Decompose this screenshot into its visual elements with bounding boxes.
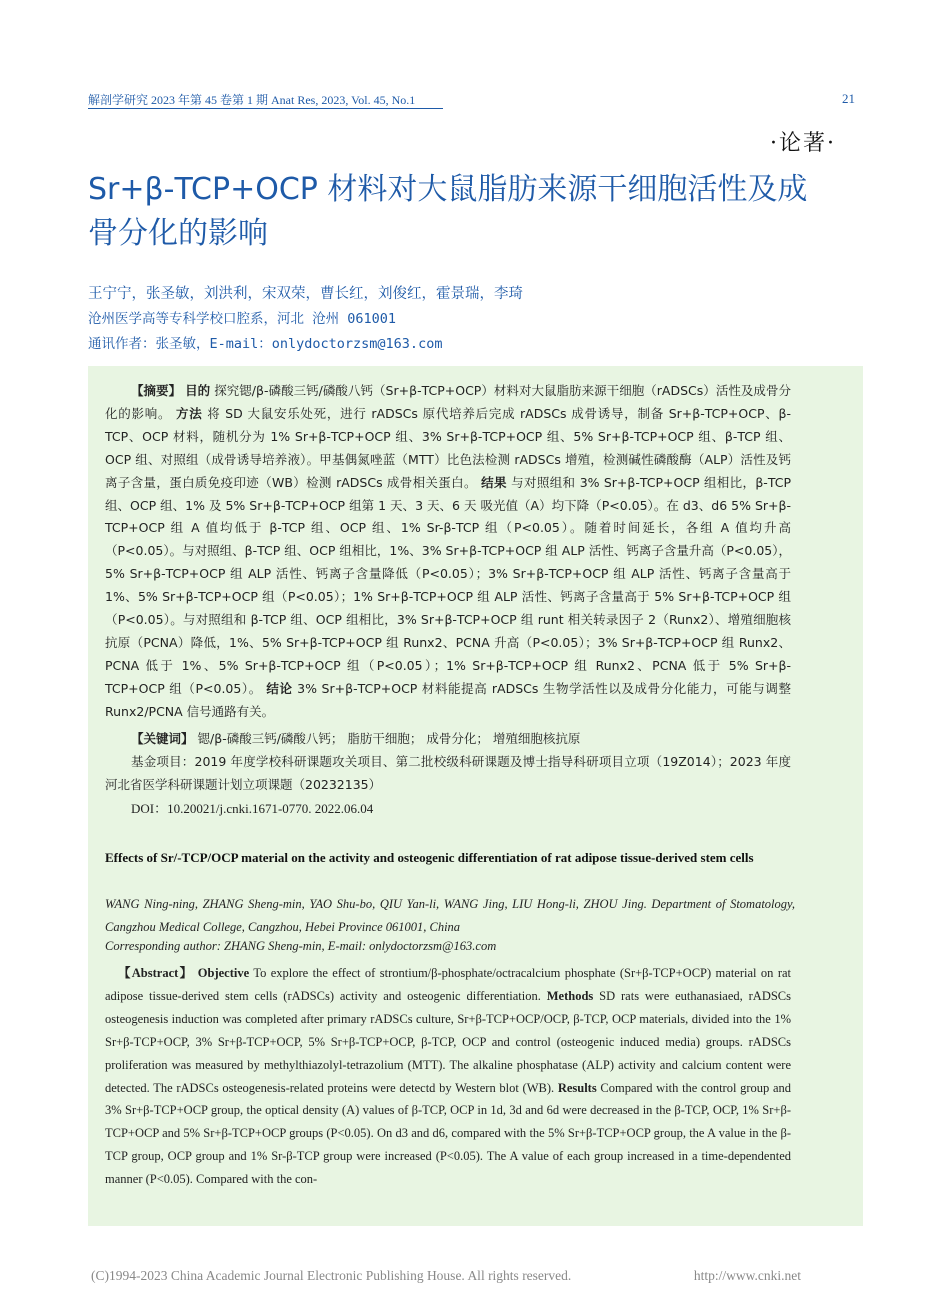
en-corresponding-author: Corresponding author: ZHANG Sheng-min, E-mail: onlydoctorzsm@163.com (105, 939, 497, 953)
page-number: 21 (842, 91, 855, 106)
en-title: Effects of Sr/-TCP/OCP material on the activity and osteogenic differentiation of rat adipose tissue-derived stem cells (105, 850, 754, 865)
en-abstract (105, 962, 791, 1191)
en-methods-text: SD rats were euthanasiaed, rADSCs osteogenesis induction was completed after primary rADSCs culture, Sr+β-TCP+OCP/OCP, β-TCP, OCP materials, divided into the 1% Sr+β-TCP+OCP, 3% Sr+β-TCP+OCP, 5% Sr+β-TCP+OCP, β-TCP, OCP and control (osteogenic induced media) groups. rADSCs proliferation was measured by methylthiazolyl-tetrazolium (MTT). The alkaline phosphatase (ALP) activity and calcium content were detected. The rADSCs osteogenesis-related proteins were detectd by Western blot (WB). (105, 988, 792, 1095)
doi: DOI：10.20021/j.cnki.1671-0770. 2022.06.04 (131, 801, 374, 816)
en-abstract-label: 【Abstract】 (118, 966, 194, 980)
cn-keywords (131, 728, 791, 751)
corresponding-author: 通讯作者：张圣敏，E-mail：onlydoctorzsm@163.com (88, 336, 443, 352)
cn-abstract (105, 380, 791, 724)
en-objective-text: To explore the effect of strontium/β-phosphate/octracalcium phosphate (Sr+β-TCP+OCP) material on rat adipose tissue-derived stem cells (rADSCs) activity and osteogenic differentiation. (105, 966, 791, 1003)
en-authors-affiliation: WANG Ning-ning, ZHANG Sheng-min, YAO Shu-bo, QIU Yan-li, WANG Jing, LIU Hong-li, ZHOU Jing. Department of Stomatology, Cangzhou Medical College, Cangzhou, Hebei Province 061001, China (105, 897, 795, 934)
cn-keywords-text: 锶/β-磷酸三钙/磷酸八钙； 脂肪干细胞； 成骨分化； 增殖细胞核抗原 (197, 731, 581, 746)
header-rule (88, 108, 443, 109)
cn-methods-text: 将 SD 大鼠安乐处死，进行 rADSCs 原代培养后完成 rADSCs 成骨诱导，制备 Sr+β-TCP+OCP、β-TCP、OCP 材料，随机分为 1% Sr+β-TCP+OCP 组、3% Sr+β-TCP+OCP 组、5% Sr+β-TCP+OCP 组、β-TCP 组、OCP 组、对照组（成骨诱导培养液）。甲基偶氮唑蓝（MTT）比色法检测 rADSCs 增殖，检测碱性磷酸酶（ALP）活性及钙离子含量，蛋白质免疫印迹（WB）检测 rADSCs 成骨相关蛋白。 (105, 405, 791, 490)
section-tag: ·论著· (770, 131, 836, 156)
authors: 王宁宁，张圣敏，刘洪利，宋双荣，曹长红，刘俊红，霍景瑞，李琦 (88, 286, 523, 302)
en-objective-label: Objective (197, 966, 250, 980)
en-methods-label: Methods (546, 988, 594, 1003)
copyright-text: (C)1994-2023 China Academic Journal Electronic Publishing House. All rights reserved. (91, 1268, 572, 1283)
fund-info (105, 751, 791, 797)
cn-conclusion-label: 结论 (266, 680, 293, 696)
en-results-text: Compared with the control group and 3% Sr+β-TCP+OCP group, the optical density (A) values of β-TCP, OCP in 1d, 3d and 6d were decreased in the β-TCP, OCP, 1% Sr+β-TCP+OCP and 5% Sr+β-TCP+OCP groups (P<0.05). On d3 and d6, compared with the 5% Sr+β-TCP+OCP group, the A value in the β-TCP group, OCP group and 1% Sr-β-TCP group were increased (P<0.05). The A value of each group increased in a time-dependented manner (P<0.05). Compared with the con- (105, 1080, 792, 1187)
cn-abstract-label: 【摘要】 (131, 383, 182, 398)
cn-results-text: 与对照组和 3% Sr+β-TCP+OCP 组相比，β-TCP 组、OCP 组、1% 及 5% Sr+β-TCP+OCP 组第 1 天、3 天、6 天 吸光值（A）均下降（P<0.05）。在 d3、d6 5% Sr+β-TCP+OCP 组 A 值均低于 β-TCP 组、OCP 组、1% Sr-β-TCP 组（P<0.05）。随着时间延长，各组 A 值均升高（P<0.05）。与对照组、β-TCP 组、OCP 组相比，1%、3% Sr+β-TCP+OCP 组 ALP 活性、钙离子含量升高（P<0.05），5% Sr+β-TCP+OCP 组 ALP 活性、钙离子含量降低（P<0.05）；3% Sr+β-TCP+OCP 组 ALP 活性、钙离子含量高于 1%、5% Sr+β-TCP+OCP 组（P<0.05）；1% Sr+β-TCP+OCP 组 ALP 活性、钙离子含量高于 5% Sr+β-TCP+OCP 组（P<0.05）。与对照组和 β-TCP 组、OCP 组相比，3% Sr+β-TCP+OCP 组 runt 相关转录因子 2（Runx2）、增殖细胞核抗原（PCNA）降低，1%、5% Sr+β-TCP+OCP 组 Runx2、PCNA 升高（P<0.05）；3% Sr+β-TCP+OCP 组 Runx2、PCNA 低于 1%、5% Sr+β-TCP+OCP 组（P<0.05）；1% Sr+β-TCP+OCP 组 Runx2、PCNA 低于 5% Sr+β-TCP+OCP 组（P<0.05）。 (105, 474, 791, 696)
cn-objective-text: 探究锶/β-磷酸三钙/磷酸八钙（Sr+β-TCP+OCP）材料对大鼠脂肪来源干细胞（rADSCs）活性及成骨分化的影响。 (105, 383, 791, 421)
article-title: Sr+β-TCP+OCP 材料对大鼠脂肪来源干细胞活性及成骨分化的影响 (88, 172, 808, 251)
affiliation: 沧州医学高等专科学校口腔系，河北 沧州 061001 (88, 311, 397, 327)
cn-conclusion-text: 3% Sr+β-TCP+OCP 材料能提高 rADSCs 生物学活性以及成骨分化能力，可能与调整 Runx2/PCNA 信号通路有关。 (105, 680, 791, 719)
cn-keywords-label: 【关键词】 (131, 731, 194, 746)
cn-objective-label: 目的 (185, 383, 211, 398)
journal-header: 解剖学研究 2023 年第 45 卷第 1 期 Anat Res, 2023, Vol. 45, No.1 (88, 93, 416, 107)
en-results-label: Results (557, 1080, 597, 1095)
footer-url[interactable]: http://www.cnki.net (693, 1268, 801, 1283)
fund-text: 基金项目：2019 年度学校科研课题攻关项目、第二批校级科研课题及博士指导科研项目立项（19Z014）；2023 年度河北省医学科研课题计划立项课题（20232135） (105, 754, 791, 792)
copyright-footer (91, 1268, 801, 1284)
cn-methods-label: 方法 (175, 405, 203, 421)
cn-results-label: 结果 (481, 474, 507, 490)
